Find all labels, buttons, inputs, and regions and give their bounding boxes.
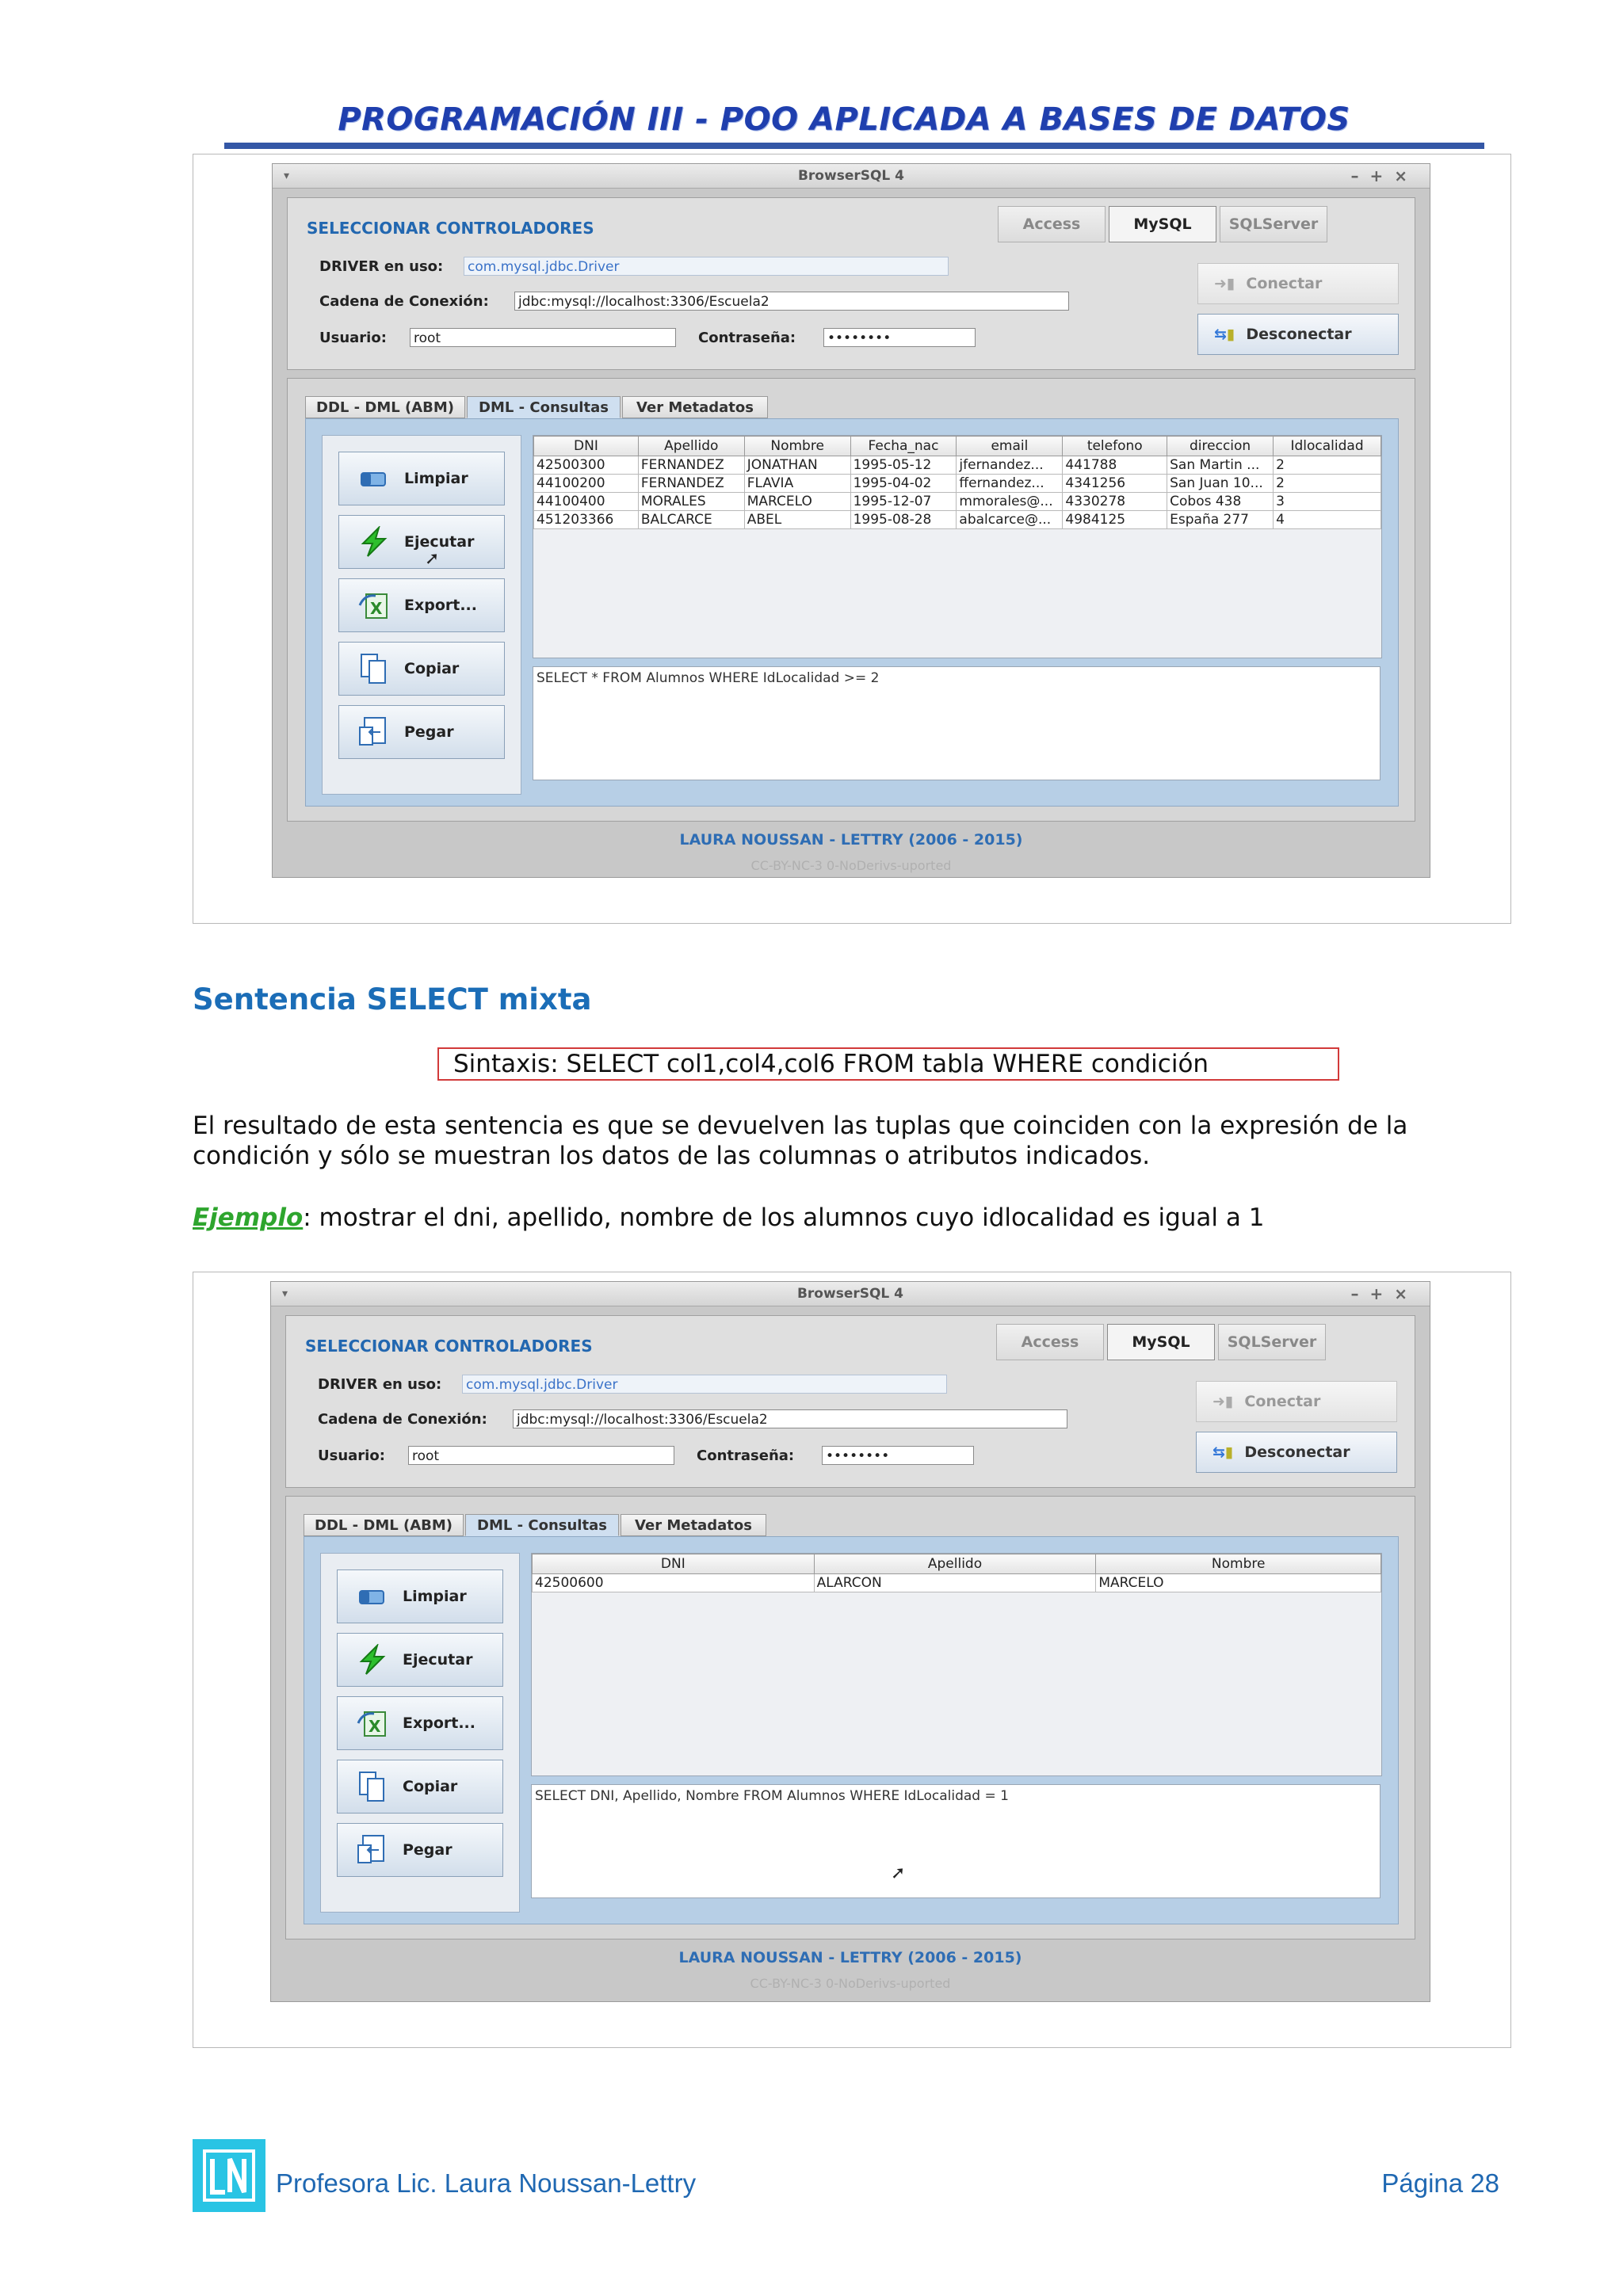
grid-header-row (534, 437, 1381, 456)
sql-input[interactable]: SELECT DNI, Apellido, Nombre FROM Alumnos WHERE IdLocalidad = 1 (531, 1784, 1381, 1898)
query-panel (285, 1496, 1415, 1939)
column-header[interactable]: Nombre (1096, 1554, 1381, 1574)
table-cell[interactable]: Cobos 438 (1167, 493, 1274, 511)
table-cell[interactable]: FLAVIA (744, 475, 850, 493)
page-number: Página 28 (1381, 2168, 1499, 2198)
author-label: LAURA NOUSSAN - LETTRY (2006 - 2015) (679, 831, 1023, 849)
export-button[interactable]: X Export... (337, 1696, 503, 1750)
limpiar-button[interactable]: Limpiar (337, 1569, 503, 1623)
app-window-2 (270, 1281, 1430, 2002)
excel-export-icon (352, 1706, 393, 1741)
paragraph-line-1: El resultado de esta sentencia es que se devuelven las tuplas que coinciden con la expresión de la (193, 1112, 1408, 1140)
table-cell[interactable]: 3 (1274, 493, 1381, 511)
example-label: Ejemplo (193, 1203, 304, 1232)
driver-field: com.mysql.jdbc.Driver (462, 1375, 947, 1394)
column-header[interactable]: Apellido (638, 437, 744, 456)
table-cell[interactable]: 2 (1274, 475, 1381, 493)
paragraph-line-2: condición y sólo se muestran los datos de las columnas o atributos indicados. (193, 1142, 1151, 1170)
select-drivers-label: SELECCIONAR CONTROLADORES (307, 219, 594, 238)
copy-icon (352, 1769, 393, 1804)
sql-input[interactable]: SELECT * FROM Alumnos WHERE IdLocalidad >= 2 (533, 666, 1381, 780)
connection-field[interactable]: jdbc:mysql://localhost:3306/Escuela2 (514, 292, 1069, 311)
table-cell[interactable]: 4341256 (1063, 475, 1167, 493)
eraser-icon (353, 461, 395, 496)
limpiar-button[interactable]: Limpiar (338, 452, 505, 505)
driver-tab-sqlserver[interactable]: SQLServer (1220, 206, 1327, 242)
table-row[interactable] (533, 1574, 1381, 1592)
password-field[interactable]: •••••••• (822, 1446, 974, 1465)
disconnect-icon: ⇆▮ (1212, 1444, 1234, 1461)
tab-body (304, 1536, 1399, 1924)
driver-panel (287, 197, 1415, 370)
window-titlebar (271, 1282, 1430, 1306)
window-controls-icon[interactable]: –+× (1350, 1284, 1419, 1303)
driver-panel (285, 1315, 1415, 1488)
ejecutar-button[interactable]: Ejecutar (338, 515, 505, 569)
user-field[interactable]: root (408, 1446, 674, 1465)
user-label: Usuario: (318, 1447, 385, 1464)
lightning-icon (353, 524, 395, 559)
mouse-cursor-icon: ➚ (891, 1863, 906, 1883)
copiar-button[interactable]: Copiar (338, 642, 505, 696)
copy-icon (353, 651, 395, 686)
table-cell[interactable]: 451203366 (534, 511, 639, 529)
connect-icon: ➜▮ (1212, 1393, 1234, 1410)
table-cell[interactable]: abalcarce@... (957, 511, 1063, 529)
pegar-button[interactable]: Pegar (337, 1823, 503, 1877)
example-text: : mostrar el dni, apellido, nombre de los alumnos cuyo idlocalidad es igual a 1 (303, 1203, 1265, 1232)
license-label: CC-BY-NC-3 0-NoDerivs-uported (750, 858, 952, 873)
connect-icon: ➜▮ (1214, 275, 1235, 292)
select-drivers-label: SELECCIONAR CONTROLADORES (305, 1337, 593, 1356)
eraser-icon (352, 1579, 393, 1614)
table-cell[interactable]: BALCARCE (638, 511, 744, 529)
ejecutar-button[interactable]: Ejecutar (337, 1633, 503, 1687)
driver-field: com.mysql.jdbc.Driver (464, 257, 949, 276)
tab-ddl-dml[interactable]: DDL - DML (ABM) (304, 1514, 464, 1536)
document-title: PROGRAMACIÓN III - POO APLICADA A BASES DE DATOS (338, 101, 1350, 138)
table-cell[interactable]: 2 (1274, 456, 1381, 475)
column-header[interactable]: telefono (1063, 437, 1167, 456)
syntax-box: Sintaxis: SELECT col1,col4,col6 FROM tabla WHERE condición (437, 1047, 1339, 1081)
connect-button[interactable]: ➜▮ Conectar (1197, 263, 1399, 304)
password-field[interactable]: •••••••• (823, 328, 976, 347)
window-menu-icon[interactable]: ▾ (284, 170, 290, 182)
window-titlebar (273, 164, 1430, 189)
table-cell[interactable]: 1995-12-07 (850, 493, 957, 511)
driver-tab-mysql[interactable]: MySQL (1107, 1324, 1215, 1360)
driver-tab-sqlserver[interactable]: SQLServer (1218, 1324, 1326, 1360)
lightning-icon (352, 1642, 393, 1677)
example-line (193, 1203, 1264, 1233)
table-cell[interactable]: MORALES (638, 493, 744, 511)
svg-text:X: X (370, 599, 383, 618)
user-field[interactable]: root (410, 328, 676, 347)
table-cell[interactable]: ALARCON (814, 1574, 1096, 1592)
table-cell[interactable]: 441788 (1063, 456, 1167, 475)
window-menu-icon[interactable]: ▾ (282, 1287, 288, 1300)
window-title: BrowserSQL 4 (797, 168, 905, 184)
connection-field[interactable]: jdbc:mysql://localhost:3306/Escuela2 (513, 1409, 1067, 1428)
table-cell[interactable]: 4984125 (1063, 511, 1167, 529)
table-cell[interactable]: FERNANDEZ (638, 456, 744, 475)
table-cell[interactable]: 42500300 (534, 456, 639, 475)
table-cell[interactable]: 44100200 (534, 475, 639, 493)
table-cell[interactable]: San Juan 10... (1167, 475, 1274, 493)
author-logo (193, 2139, 265, 2212)
table-cell[interactable]: MARCELO (744, 493, 850, 511)
table-cell[interactable]: FERNANDEZ (638, 475, 744, 493)
column-header[interactable]: DNI (533, 1554, 815, 1574)
grid-header-row (533, 1554, 1381, 1574)
column-header[interactable]: Nombre (744, 437, 850, 456)
table-cell[interactable]: MARCELO (1096, 1574, 1381, 1592)
header-rule (224, 143, 1484, 149)
svg-text:X: X (369, 1717, 381, 1736)
results-grid[interactable] (533, 435, 1382, 658)
export-button[interactable]: X Export... (338, 578, 505, 632)
table-row[interactable] (534, 475, 1381, 493)
table-cell[interactable]: jfernandez... (957, 456, 1063, 475)
table-cell[interactable]: 1995-08-28 (850, 511, 957, 529)
table-cell[interactable]: España 277 (1167, 511, 1274, 529)
action-button-column (320, 1553, 520, 1913)
action-button-column (322, 435, 521, 795)
table-cell[interactable]: 42500600 (533, 1574, 815, 1592)
table-cell[interactable]: 4 (1274, 511, 1381, 529)
driver-label: DRIVER en uso: (318, 1376, 442, 1393)
section-heading: Sentencia SELECT mixta (193, 982, 592, 1016)
column-header[interactable]: direccion (1167, 437, 1274, 456)
pegar-button[interactable]: Pegar (338, 705, 505, 759)
column-header[interactable]: DNI (534, 437, 639, 456)
disconnect-icon: ⇆▮ (1214, 326, 1235, 343)
password-label: Contraseña: (698, 330, 796, 346)
footer-author: Profesora Lic. Laura Noussan-Lettry (276, 2168, 697, 2198)
table-cell[interactable]: 4330278 (1063, 493, 1167, 511)
license-label: CC-BY-NC-3 0-NoDerivs-uported (750, 1976, 951, 1991)
results-grid[interactable] (531, 1553, 1382, 1776)
tab-metadatos[interactable]: Ver Metadatos (621, 1514, 766, 1536)
connection-label: Cadena de Conexión: (319, 293, 489, 310)
tab-metadatos[interactable]: Ver Metadatos (622, 396, 768, 418)
column-header[interactable]: email (957, 437, 1063, 456)
connect-button[interactable]: ➜▮ Conectar (1196, 1381, 1397, 1422)
table-cell[interactable]: ffernandez... (957, 475, 1063, 493)
copiar-button[interactable]: Copiar (337, 1760, 503, 1814)
tab-dml-consultas[interactable]: DML - Consultas (467, 396, 621, 418)
window-title: BrowserSQL 4 (796, 1286, 904, 1302)
tab-dml-consultas[interactable]: DML - Consultas (465, 1514, 619, 1536)
table-cell[interactable]: San Martin ... (1167, 456, 1274, 475)
driver-tab-access[interactable]: Access (996, 1324, 1104, 1360)
table-cell[interactable]: 1995-05-12 (850, 456, 957, 475)
table-cell[interactable]: JONATHAN (744, 456, 850, 475)
disconnect-button[interactable]: ⇆▮ Desconectar (1196, 1432, 1397, 1473)
table-cell[interactable]: mmorales@... (957, 493, 1063, 511)
driver-tab-access[interactable]: Access (998, 206, 1106, 242)
app-window-1 (272, 163, 1430, 878)
paste-icon (353, 715, 395, 749)
column-header[interactable]: Idlocalidad (1274, 437, 1381, 456)
table-cell[interactable]: 44100400 (534, 493, 639, 511)
table-row[interactable] (534, 456, 1381, 475)
excel-export-icon (353, 588, 395, 623)
table-row[interactable] (534, 493, 1381, 511)
user-label: Usuario: (319, 330, 387, 346)
column-header[interactable]: Apellido (814, 1554, 1096, 1574)
author-label: LAURA NOUSSAN - LETTRY (2006 - 2015) (678, 1949, 1022, 1966)
driver-label: DRIVER en uso: (319, 258, 444, 275)
column-header[interactable]: Fecha_nac (850, 437, 957, 456)
tab-ddl-dml[interactable]: DDL - DML (ABM) (305, 396, 465, 418)
table-row[interactable] (534, 511, 1381, 529)
table-cell[interactable]: ABEL (744, 511, 850, 529)
window-controls-icon[interactable]: –+× (1350, 166, 1419, 185)
query-panel (287, 378, 1415, 822)
disconnect-button[interactable]: ⇆▮ Desconectar (1197, 314, 1399, 355)
table-cell[interactable]: 1995-04-02 (850, 475, 957, 493)
connection-label: Cadena de Conexión: (318, 1411, 487, 1428)
driver-tab-mysql[interactable]: MySQL (1109, 206, 1216, 242)
password-label: Contraseña: (697, 1447, 795, 1464)
tab-body (305, 418, 1399, 807)
mouse-cursor-icon: ➚ (425, 549, 440, 569)
paste-icon (352, 1833, 393, 1867)
